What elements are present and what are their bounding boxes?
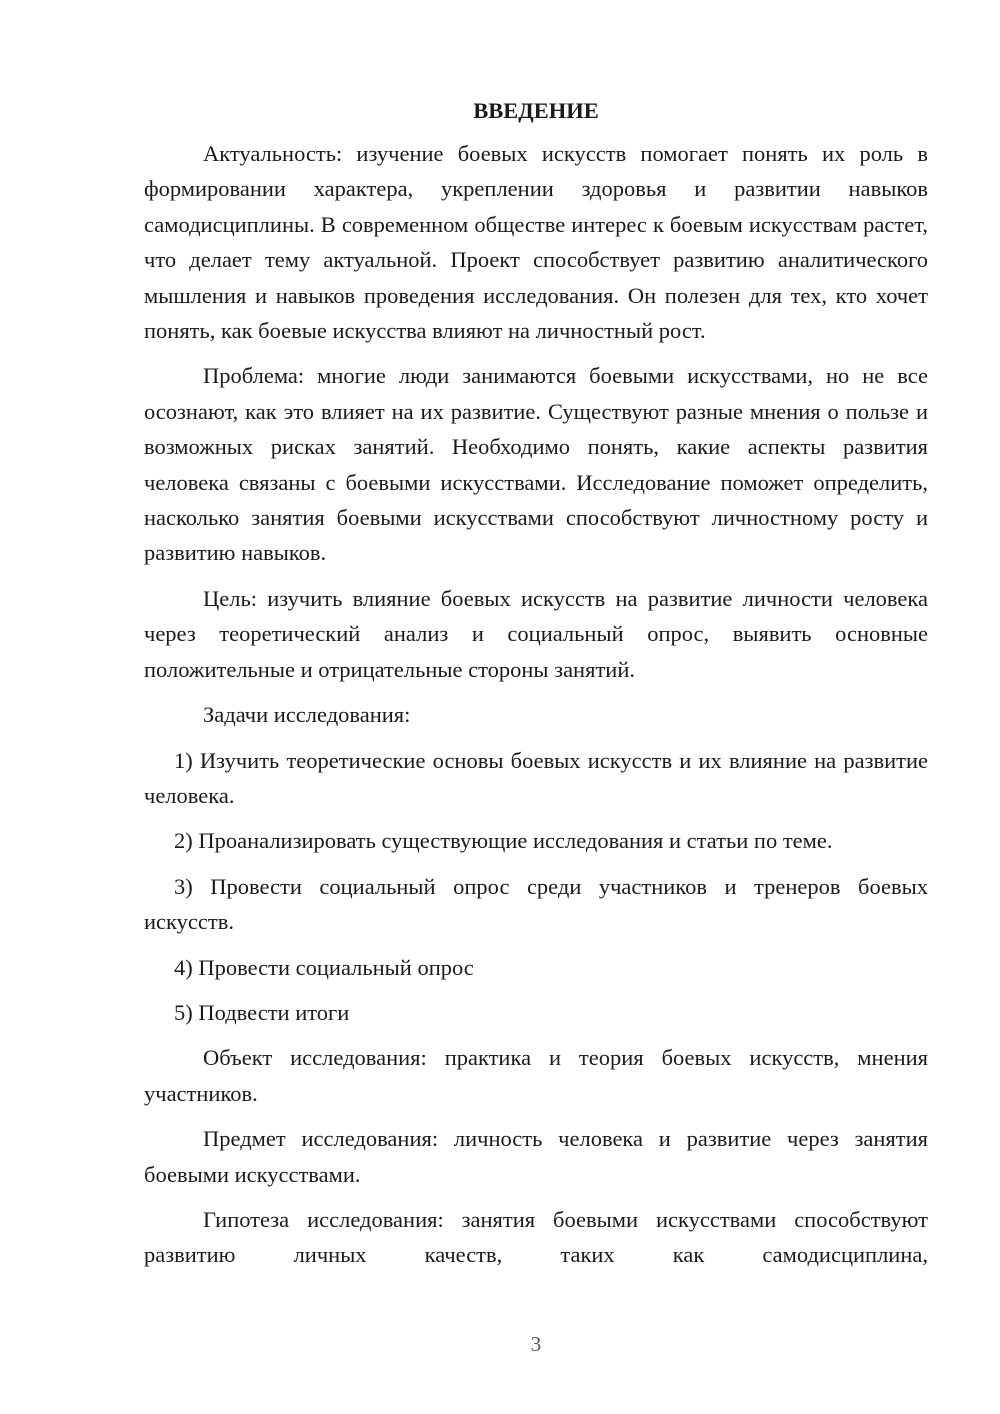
problem-paragraph: Проблема: многие люди занимаются боевыми искусствами, но не все осознают, как это влияет на их развитие. Существуют разные мнения о пользе и возможных рисках занятий. Необходимо понять, какие аспекты развития человека связаны с боевыми искусствами. Исследование поможет определить, насколько занятия боевыми искусствами способствуют личностному росту и развитию навыков. xyxy=(144,363,928,566)
relevance-paragraph: Актуальность: изучение боевых искусств помогает понять их роль в формировании характера, укреплении здоровья и развитии навыков самодисциплины. В современном обществе интерес к боевым искусствам растет, что делает тему актуальной. Проект способствует развитию аналитического мышления и навыков проведения исследования. Он полезен для тех, кто хочет понять, как боевые искусства влияют на личностный рост. xyxy=(144,141,928,344)
goal-paragraph: Цель: изучить влияние боевых искусств на развитие личности человека через теоретический анализ и социальный опрос, выявить основные положительные и отрицательные стороны занятий. xyxy=(144,585,928,682)
task-item-2: 2) Проанализировать существующие исследования и статьи по теме. xyxy=(174,828,833,854)
task-item-4: 4) Провести социальный опрос xyxy=(174,954,474,980)
task-item-1: 1) Изучить теоретические основы боевых искусств и их влияние на развитие человека. xyxy=(144,747,928,808)
document-page xyxy=(144,96,928,1283)
section-heading: ВВЕДЕНИЕ xyxy=(473,98,599,123)
hypothesis-paragraph: Гипотеза исследования: занятия боевыми искусствами способствуют развитию личных качеств, таких как самодисциплина, xyxy=(144,1206,928,1268)
page-number: 3 xyxy=(530,1332,542,1356)
tasks-heading: Задачи исследования: xyxy=(203,702,411,728)
subject-paragraph: Предмет исследования: личность человека и развитие через занятия боевыми искусствами. xyxy=(144,1126,928,1187)
object-paragraph: Объект исследования: практика и теория боевых искусств, мнения участников. xyxy=(144,1045,928,1106)
task-item-3: 3) Провести социальный опрос среди участников и тренеров боевых искусств. xyxy=(144,873,928,935)
task-item-5: 5) Подвести итоги xyxy=(174,999,350,1025)
